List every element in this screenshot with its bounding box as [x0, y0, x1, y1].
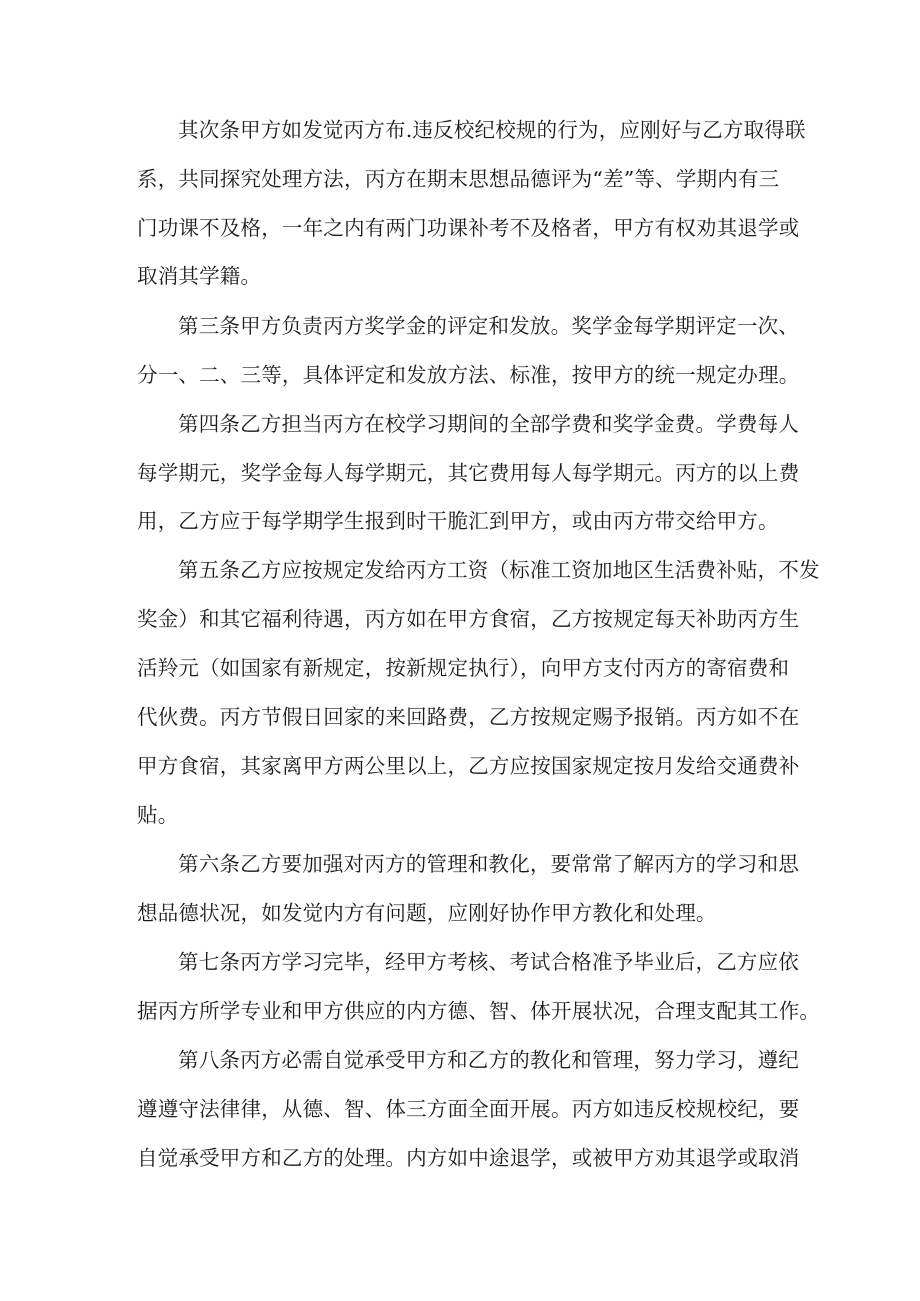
paragraph-line: 第四条乙方担当丙方在校学习期间的全部学费和奖学金费。学费每人	[178, 412, 799, 436]
paragraph-line: 第三条甲方负责丙方奖学金的评定和发放。奖学金每学期评定一次、	[178, 314, 799, 338]
paragraph-line: 贴。	[137, 803, 179, 827]
paragraph-line: 其次条甲方如发觉丙方布.违反校纪校规的行为，应刚好与乙方取得联	[178, 118, 806, 142]
paragraph-line: 遵遵守法律律，从德、智、体三方面全面开展。丙方如违反校规校纪，要	[137, 1097, 800, 1121]
paragraph-line: 代伙费。丙方节假日回家的来回路费，乙方按规定赐予报销。丙方如不在	[137, 705, 800, 729]
paragraph-line: 取消其学籍。	[137, 264, 262, 288]
paragraph-line: 用，乙方应于每学期学生报到时干脆汇到甲方，或由丙方带交给甲方。	[137, 509, 779, 533]
paragraph-line: 第六条乙方要加强对丙方的管理和教化，要常常了解丙方的学习和思	[178, 852, 799, 876]
paragraph-line: 门功课不及格，一年之内有两门功课补考不及格者，甲方有权劝其退学或	[137, 216, 800, 240]
paragraph-line: 甲方食宿，其家离甲方两公里以上，乙方应按国家规定按月发给交通费补	[137, 754, 800, 778]
paragraph-line: 第八条丙方必需自觉承受甲方和乙方的教化和管理，努力学习，遵纪	[178, 1048, 799, 1072]
paragraph-line: 系，共同探究处理方法，丙方在期末思想品德评为“差”等、学期内有三	[137, 167, 780, 191]
paragraph-line: 想品德状况，如发觉内方有问题，应刚好协作甲方教化和处理。	[137, 901, 717, 925]
paragraph-line: 自觉承受甲方和乙方的处理。内方如中途退学，或被甲方劝其退学或取消	[137, 1146, 800, 1170]
paragraph-line: 第五条乙方应按规定发给丙方工资（标准工资加地区生活费补贴，不发	[178, 558, 820, 582]
paragraph-line: 活羚元（如国家有新规定，按新规定执行），向甲方支付丙方的寄宿费和	[137, 656, 790, 680]
paragraph-line: 据丙方所学专业和甲方供应的内方德、智、体开展状况，合理支配其工作。	[137, 999, 821, 1023]
paragraph-line: 每学期元，奖学金每人每学期元，其它费用每人每学期元。丙方的以上费	[137, 461, 800, 485]
paragraph-line: 第七条丙方学习完毕，经甲方考核、考试合格准予毕业后，乙方应依	[178, 950, 799, 974]
paragraph-line: 奖金）和其它福利待遇，丙方如在甲方食宿，乙方按规定每天补助丙方生	[137, 607, 800, 631]
paragraph-line: 分一、二、三等，具体评定和发放方法、标准，按甲方的统一规定办理。	[137, 363, 800, 387]
